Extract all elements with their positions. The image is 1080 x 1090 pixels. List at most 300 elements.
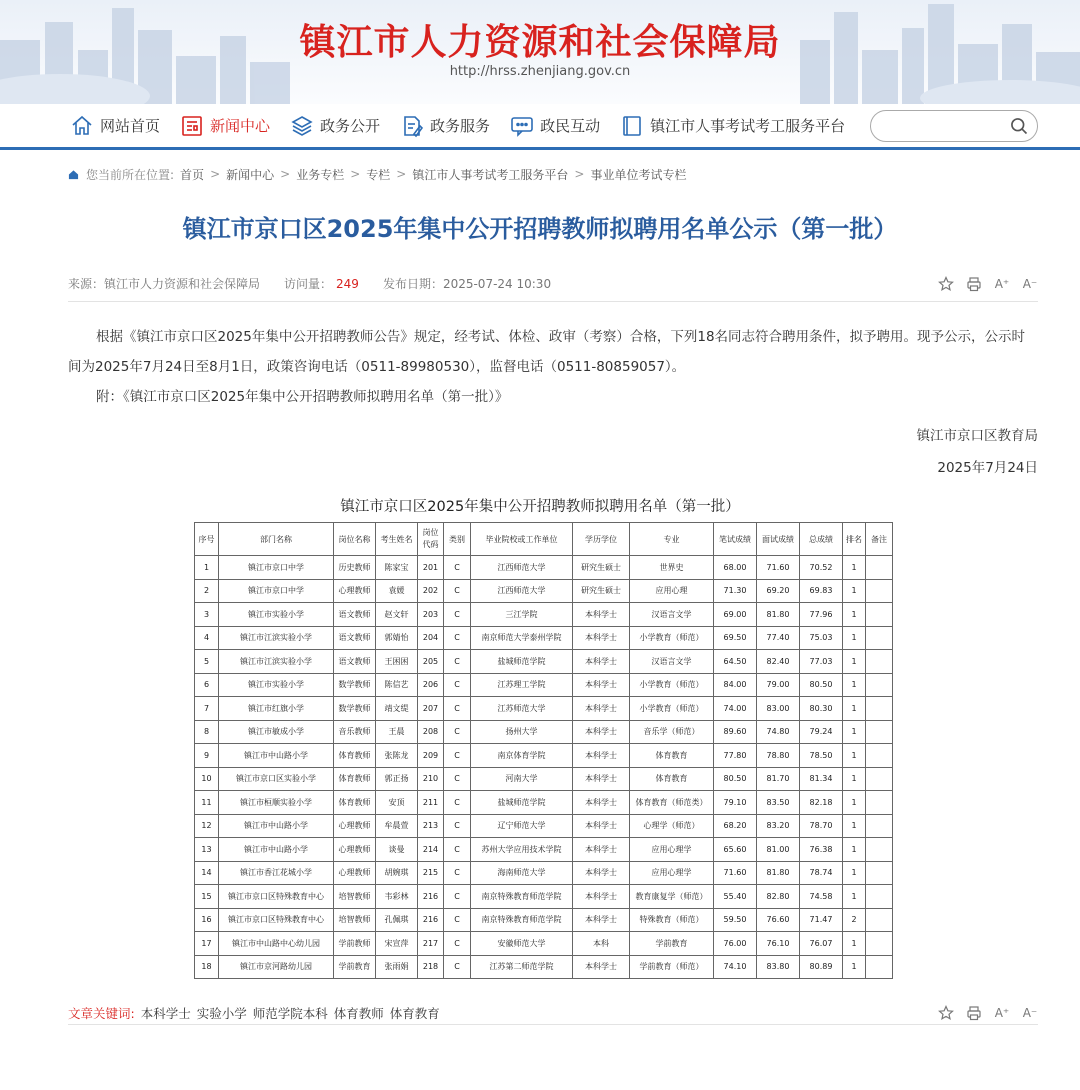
table-cell: 学前教育 — [630, 932, 714, 956]
table-cell: 宋宣萍 — [376, 932, 418, 956]
table-cell: 镇江市京口区特殊教育中心 — [219, 908, 334, 932]
table-cell: 牟晨萱 — [376, 814, 418, 838]
table-cell: 音乐教师 — [334, 720, 376, 744]
font-increase-button[interactable]: A⁺ — [994, 1005, 1010, 1020]
table-cell: 数学教师 — [334, 673, 376, 697]
table-cell: 77.80 — [714, 744, 757, 768]
table-cell: 15 — [195, 885, 219, 909]
table-cell: 14 — [195, 861, 219, 885]
table-cell: 心理教师 — [334, 814, 376, 838]
table-cell: 袁媛 — [376, 579, 418, 603]
table-cell: 79.00 — [757, 673, 800, 697]
table-cell: 培智教师 — [334, 908, 376, 932]
keywords-label: 文章关键词: — [68, 1005, 135, 1021]
table-cell: 培智教师 — [334, 885, 376, 909]
table-row — [195, 791, 893, 815]
table-cell: 82.80 — [757, 885, 800, 909]
table-cell: 镇江市敏成小学 — [219, 720, 334, 744]
table-cell: C — [444, 579, 471, 603]
table-cell: 扬州大学 — [471, 720, 573, 744]
table-cell: 71.30 — [714, 579, 757, 603]
table-cell: 64.50 — [714, 650, 757, 674]
table-header-cell: 专业 — [630, 523, 714, 556]
table-title: 镇江市京口区2025年集中公开招聘教师拟聘用名单（第一批） — [340, 499, 740, 515]
table-cell: 214 — [418, 838, 444, 862]
table-cell: 69.50 — [714, 626, 757, 650]
article-date: 发布日期：2025-07-24 10:30 — [382, 277, 552, 291]
table-header-cell: 总成绩 — [800, 523, 843, 556]
table-cell: 1 — [843, 720, 866, 744]
table-cell: 汉语言文学 — [630, 650, 714, 674]
table-cell: 三江学院 — [471, 603, 573, 627]
table-cell: 应用心理学 — [630, 861, 714, 885]
table-row — [195, 932, 893, 956]
home-icon — [70, 114, 94, 138]
hits-value: 249 — [336, 277, 359, 291]
table-header-cell: 学历学位 — [573, 523, 630, 556]
table-header-cell: 岗位代码 — [418, 523, 444, 556]
nav-label-interaction: 政民互动 — [540, 117, 601, 135]
table-cell: 11 — [195, 791, 219, 815]
table-cell: 赵文轩 — [376, 603, 418, 627]
table-cell: 1 — [843, 626, 866, 650]
table-cell — [866, 955, 893, 979]
table-cell: 镇江市中山路中心幼儿园 — [219, 932, 334, 956]
table-cell — [866, 908, 893, 932]
site-url[interactable]: http://hrss.zhenjiang.gov.cn — [449, 64, 631, 79]
table-cell: 6 — [195, 673, 219, 697]
table-cell: 本科学士 — [573, 791, 630, 815]
table-cell: 69.00 — [714, 603, 757, 627]
newspaper-icon — [180, 114, 204, 138]
table-cell: 8 — [195, 720, 219, 744]
article-hits — [284, 275, 359, 292]
table-cell: 学前教育 — [334, 955, 376, 979]
table-cell: 210 — [418, 767, 444, 791]
table-cell: 本科学士 — [573, 720, 630, 744]
table-cell: 特殊教育（师范） — [630, 908, 714, 932]
table-cell: 辽宁师范大学 — [471, 814, 573, 838]
table-cell: 镇江市京河路幼儿园 — [219, 955, 334, 979]
table-cell: 211 — [418, 791, 444, 815]
article-source: 来源：镇江市人力资源和社会保障局 — [68, 277, 261, 291]
table-cell: 80.50 — [800, 673, 843, 697]
home-icon — [68, 169, 79, 180]
table-cell: 苏州大学应用技术学院 — [471, 838, 573, 862]
table-cell: 心理教师 — [334, 579, 376, 603]
table-cell: 1 — [843, 603, 866, 627]
hits-label: 访问量： — [284, 277, 333, 291]
table-cell: 78.70 — [800, 814, 843, 838]
table-cell: 78.50 — [800, 744, 843, 768]
table-cell: 2 — [195, 579, 219, 603]
breadcrumb-item[interactable]: 专栏 — [366, 167, 391, 182]
table-cell: 安顶 — [376, 791, 418, 815]
table-cell: 1 — [843, 791, 866, 815]
article-body — [68, 322, 1038, 412]
table-cell: C — [444, 603, 471, 627]
keyword-link[interactable]: 本科学士 — [140, 1005, 191, 1021]
table-row — [195, 814, 893, 838]
table-cell: 10 — [195, 767, 219, 791]
table-cell: 张陈龙 — [376, 744, 418, 768]
table-cell: 5 — [195, 650, 219, 674]
table-cell: 74.58 — [800, 885, 843, 909]
breadcrumb-item[interactable]: 镇江市人事考试考工服务平台 — [412, 167, 569, 182]
table-cell: 镇江市江滨实验小学 — [219, 626, 334, 650]
table-cell: 镇江市京口区实验小学 — [219, 767, 334, 791]
table-cell: 9 — [195, 744, 219, 768]
breadcrumb-separator: > — [350, 167, 361, 181]
table-cell: 体育教育（师范类） — [630, 791, 714, 815]
table-cell: C — [444, 744, 471, 768]
table-cell: 1 — [843, 650, 866, 674]
table-cell: 镇江市红旗小学 — [219, 697, 334, 721]
table-cell: 江西师范大学 — [471, 579, 573, 603]
table-cell: 镇江市江滨实验小学 — [219, 650, 334, 674]
table-cell — [866, 791, 893, 815]
breadcrumb-item[interactable]: 业务专栏 — [296, 167, 345, 182]
table-cell: 学前教育（师范） — [630, 955, 714, 979]
nav-item-home[interactable] — [70, 103, 160, 149]
table-cell: 安徽师范大学 — [471, 932, 573, 956]
site-banner — [0, 0, 1080, 104]
table-cell: 靖文缇 — [376, 697, 418, 721]
table-cell: 1 — [843, 861, 866, 885]
table-cell — [866, 579, 893, 603]
table-cell: 谈曼 — [376, 838, 418, 862]
table-header-cell: 序号 — [195, 523, 219, 556]
table-cell: 55.40 — [714, 885, 757, 909]
font-increase-button[interactable]: A⁺ — [994, 276, 1010, 291]
table-cell: 盐城师范学院 — [471, 791, 573, 815]
table-cell: 65.60 — [714, 838, 757, 862]
table-cell: 张雨娟 — [376, 955, 418, 979]
table-row — [195, 603, 893, 627]
article-tools — [926, 276, 1038, 292]
table-cell: 语文教师 — [334, 650, 376, 674]
table-cell: 203 — [418, 603, 444, 627]
table-cell: 1 — [843, 744, 866, 768]
keyword-link[interactable]: 师范学院本科 — [252, 1005, 328, 1021]
table-cell: 体育教师 — [334, 767, 376, 791]
table-cell: 胡婉琪 — [376, 861, 418, 885]
print-icon[interactable] — [966, 276, 982, 292]
table-row — [195, 908, 893, 932]
table-cell: 202 — [418, 579, 444, 603]
nav-label-home: 网站首页 — [100, 117, 161, 135]
table-cell: 本科学士 — [573, 603, 630, 627]
nav-label-news: 新闻中心 — [210, 117, 271, 135]
table-cell — [866, 838, 893, 862]
table-cell — [866, 720, 893, 744]
table-cell: 本科学士 — [573, 744, 630, 768]
table-cell: 79.24 — [800, 720, 843, 744]
table-cell: 本科学士 — [573, 626, 630, 650]
table-cell: 215 — [418, 861, 444, 885]
table-cell: 心理学（师范） — [630, 814, 714, 838]
document-pen-icon — [400, 114, 424, 138]
table-cell: C — [444, 908, 471, 932]
print-icon[interactable] — [966, 1005, 982, 1021]
table-cell: 1 — [195, 556, 219, 580]
table-cell: 王困困 — [376, 650, 418, 674]
article-meta — [68, 266, 1038, 302]
table-cell — [866, 556, 893, 580]
table-cell: 80.50 — [714, 767, 757, 791]
table-cell: 本科 — [573, 932, 630, 956]
table-cell: 孔佩琪 — [376, 908, 418, 932]
table-cell: 南京特殊教育师范学院 — [471, 885, 573, 909]
table-cell: 13 — [195, 838, 219, 862]
table-cell: 应用心理学 — [630, 838, 714, 862]
table-cell: 陈家宝 — [376, 556, 418, 580]
table-cell: 208 — [418, 720, 444, 744]
table-cell: 76.38 — [800, 838, 843, 862]
table-cell: 镇江市香江花城小学 — [219, 861, 334, 885]
chat-icon — [510, 114, 534, 138]
table-cell: 76.07 — [800, 932, 843, 956]
keyword-link[interactable]: 体育教育 — [389, 1005, 440, 1021]
table-cell: 82.40 — [757, 650, 800, 674]
table-cell: C — [444, 791, 471, 815]
table-cell: 68.00 — [714, 556, 757, 580]
table-cell: 76.60 — [757, 908, 800, 932]
table-row — [195, 955, 893, 979]
nav-label-gov-open: 政务公开 — [320, 117, 381, 135]
signature-date: 2025年7月24日 — [937, 460, 1038, 476]
font-decrease-button[interactable]: A⁻ — [1022, 1005, 1038, 1020]
table-cell: 68.20 — [714, 814, 757, 838]
table-cell: 216 — [418, 908, 444, 932]
article-keywords — [68, 1001, 1038, 1025]
signature-org: 镇江市京口区教育局 — [916, 428, 1038, 444]
table-cell: 镇江市京口中学 — [219, 556, 334, 580]
table-cell: 207 — [418, 697, 444, 721]
table-cell: 17 — [195, 932, 219, 956]
table-cell: 82.18 — [800, 791, 843, 815]
table-cell: 78.80 — [757, 744, 800, 768]
table-cell: 1 — [843, 932, 866, 956]
table-row — [195, 885, 893, 909]
table-cell: 77.96 — [800, 603, 843, 627]
table-cell — [866, 697, 893, 721]
page-title: 镇江市京口区2025年集中公开招聘教师拟聘用名单公示（第一批） — [182, 215, 898, 243]
table-header-cell: 岗位名称 — [334, 523, 376, 556]
table-cell: 78.74 — [800, 861, 843, 885]
breadcrumb-prefix: 您当前所在位置: — [86, 167, 175, 182]
table-cell: C — [444, 626, 471, 650]
table-cell: 镇江市中山路小学 — [219, 838, 334, 862]
table-cell: 218 — [418, 955, 444, 979]
table-row — [195, 673, 893, 697]
table-cell: 本科学士 — [573, 838, 630, 862]
table-cell: 本科学士 — [573, 650, 630, 674]
table-cell — [866, 673, 893, 697]
table-cell: 79.10 — [714, 791, 757, 815]
nav-item-interaction[interactable] — [510, 103, 600, 149]
table-header-cell: 考生姓名 — [376, 523, 418, 556]
breadcrumb — [0, 150, 1080, 198]
table-cell: 81.70 — [757, 767, 800, 791]
table-cell: 3 — [195, 603, 219, 627]
table-cell — [866, 885, 893, 909]
window-icon — [620, 114, 644, 138]
table-header-cell: 毕业院校或工作单位 — [471, 523, 573, 556]
table-cell: 216 — [418, 885, 444, 909]
table-cell: C — [444, 932, 471, 956]
table-cell — [866, 932, 893, 956]
table-cell: 本科学士 — [573, 955, 630, 979]
table-cell: 76.10 — [757, 932, 800, 956]
table-cell — [866, 767, 893, 791]
site-title: 镇江市人力资源和社会保障局 — [299, 22, 781, 63]
table-cell — [866, 744, 893, 768]
table-row — [195, 579, 893, 603]
search-box — [870, 110, 1038, 142]
article-signature — [0, 420, 1038, 484]
table-cell: 本科学士 — [573, 814, 630, 838]
table-cell: 71.47 — [800, 908, 843, 932]
table-cell: 心理教师 — [334, 861, 376, 885]
star-icon[interactable] — [938, 276, 954, 292]
table-cell: 2 — [843, 908, 866, 932]
table-cell: 语文教师 — [334, 626, 376, 650]
table-cell: C — [444, 861, 471, 885]
table-header-cell: 笔试成绩 — [714, 523, 757, 556]
table-cell: 南京体育学院 — [471, 744, 573, 768]
table-cell: C — [444, 556, 471, 580]
table-cell: 历史教师 — [334, 556, 376, 580]
article-attachment-note: 附：《镇江市京口区2025年集中公开招聘教师拟聘用名单（第一批）》 — [96, 389, 509, 405]
table-cell: C — [444, 885, 471, 909]
table-row — [195, 697, 893, 721]
search-icon[interactable] — [1009, 116, 1029, 136]
table-cell: 81.80 — [757, 603, 800, 627]
table-row — [195, 650, 893, 674]
table-row — [195, 861, 893, 885]
table-cell: 本科学士 — [573, 673, 630, 697]
table-cell: 世界史 — [630, 556, 714, 580]
nav-item-news[interactable] — [180, 103, 270, 149]
table-cell: 镇江市京口区特殊教育中心 — [219, 885, 334, 909]
table-cell: 汉语言文学 — [630, 603, 714, 627]
table-header-cell: 备注 — [866, 523, 893, 556]
keyword-link[interactable]: 体育教师 — [333, 1005, 384, 1021]
font-decrease-button[interactable]: A⁻ — [1022, 276, 1038, 291]
breadcrumb-item[interactable]: 首页 — [180, 167, 205, 182]
table-cell: 70.52 — [800, 556, 843, 580]
table-cell: 南京特殊教育师范学院 — [471, 908, 573, 932]
article-tools-bottom — [926, 1005, 1038, 1021]
table-cell: 本科学士 — [573, 908, 630, 932]
table-cell — [866, 861, 893, 885]
table-cell: 音乐学（师范） — [630, 720, 714, 744]
table-cell: 镇江市桓顺实验小学 — [219, 791, 334, 815]
table-cell: 学前教师 — [334, 932, 376, 956]
table-cell: 研究生硕士 — [573, 579, 630, 603]
nav-item-gov-service[interactable] — [400, 103, 490, 149]
table-cell: 69.83 — [800, 579, 843, 603]
breadcrumb-separator: > — [574, 167, 585, 181]
table-cell: 1 — [843, 767, 866, 791]
table-cell: 77.40 — [757, 626, 800, 650]
star-icon[interactable] — [938, 1005, 954, 1021]
table-cell: 71.60 — [714, 861, 757, 885]
table-cell: 王晨 — [376, 720, 418, 744]
table-cell: C — [444, 955, 471, 979]
table-header-cell: 排名 — [843, 523, 866, 556]
table-cell: 河南大学 — [471, 767, 573, 791]
table-cell: 1 — [843, 673, 866, 697]
table-header-row — [195, 523, 893, 556]
keyword-link[interactable]: 实验小学 — [196, 1005, 247, 1021]
table-cell: 数学教师 — [334, 697, 376, 721]
table-cell: 75.03 — [800, 626, 843, 650]
table-cell: C — [444, 673, 471, 697]
table-cell: 80.30 — [800, 697, 843, 721]
nav-item-exam-platform[interactable] — [620, 103, 845, 149]
table-cell: 本科学士 — [573, 697, 630, 721]
breadcrumb-item[interactable]: 事业单位考试专栏 — [590, 167, 687, 182]
table-cell: 陈信艺 — [376, 673, 418, 697]
table-cell: 郭婧怡 — [376, 626, 418, 650]
table-cell: 209 — [418, 744, 444, 768]
table-cell: 1 — [843, 885, 866, 909]
table-cell: 80.89 — [800, 955, 843, 979]
table-header-cell: 部门名称 — [219, 523, 334, 556]
table-cell: 83.20 — [757, 814, 800, 838]
table-cell: C — [444, 838, 471, 862]
layers-icon — [290, 114, 314, 138]
table-cell: 小学教育（师范） — [630, 626, 714, 650]
table-cell: 1 — [843, 814, 866, 838]
search-input[interactable] — [883, 111, 1013, 141]
table-cell: 7 — [195, 697, 219, 721]
table-cell: 本科学士 — [573, 861, 630, 885]
table-cell: 体育教育 — [630, 767, 714, 791]
table-cell: C — [444, 650, 471, 674]
breadcrumb-item[interactable]: 新闻中心 — [226, 167, 275, 182]
table-cell: 59.50 — [714, 908, 757, 932]
table-cell: 12 — [195, 814, 219, 838]
table-cell: 74.10 — [714, 955, 757, 979]
table-cell: 海南师范大学 — [471, 861, 573, 885]
table-cell: 89.60 — [714, 720, 757, 744]
table-cell: 南京师范大学泰州学院 — [471, 626, 573, 650]
breadcrumb-separator: > — [396, 167, 407, 181]
table-cell: 18 — [195, 955, 219, 979]
candidate-table — [194, 522, 893, 979]
table-cell: 204 — [418, 626, 444, 650]
nav-item-gov-open[interactable] — [290, 103, 380, 149]
table-cell: 81.80 — [757, 861, 800, 885]
table-cell: 本科学士 — [573, 885, 630, 909]
table-cell: 1 — [843, 579, 866, 603]
breadcrumb-separator: > — [210, 167, 221, 181]
table-cell: 69.20 — [757, 579, 800, 603]
table-cell: 镇江市实验小学 — [219, 673, 334, 697]
table-cell: 研究生硕士 — [573, 556, 630, 580]
table-cell: 83.50 — [757, 791, 800, 815]
table-cell: 16 — [195, 908, 219, 932]
table-cell: 体育教育 — [630, 744, 714, 768]
table-cell: 201 — [418, 556, 444, 580]
table-cell: 83.00 — [757, 697, 800, 721]
table-row — [195, 838, 893, 862]
table-row — [195, 720, 893, 744]
table-cell: 教育康复学（师范） — [630, 885, 714, 909]
